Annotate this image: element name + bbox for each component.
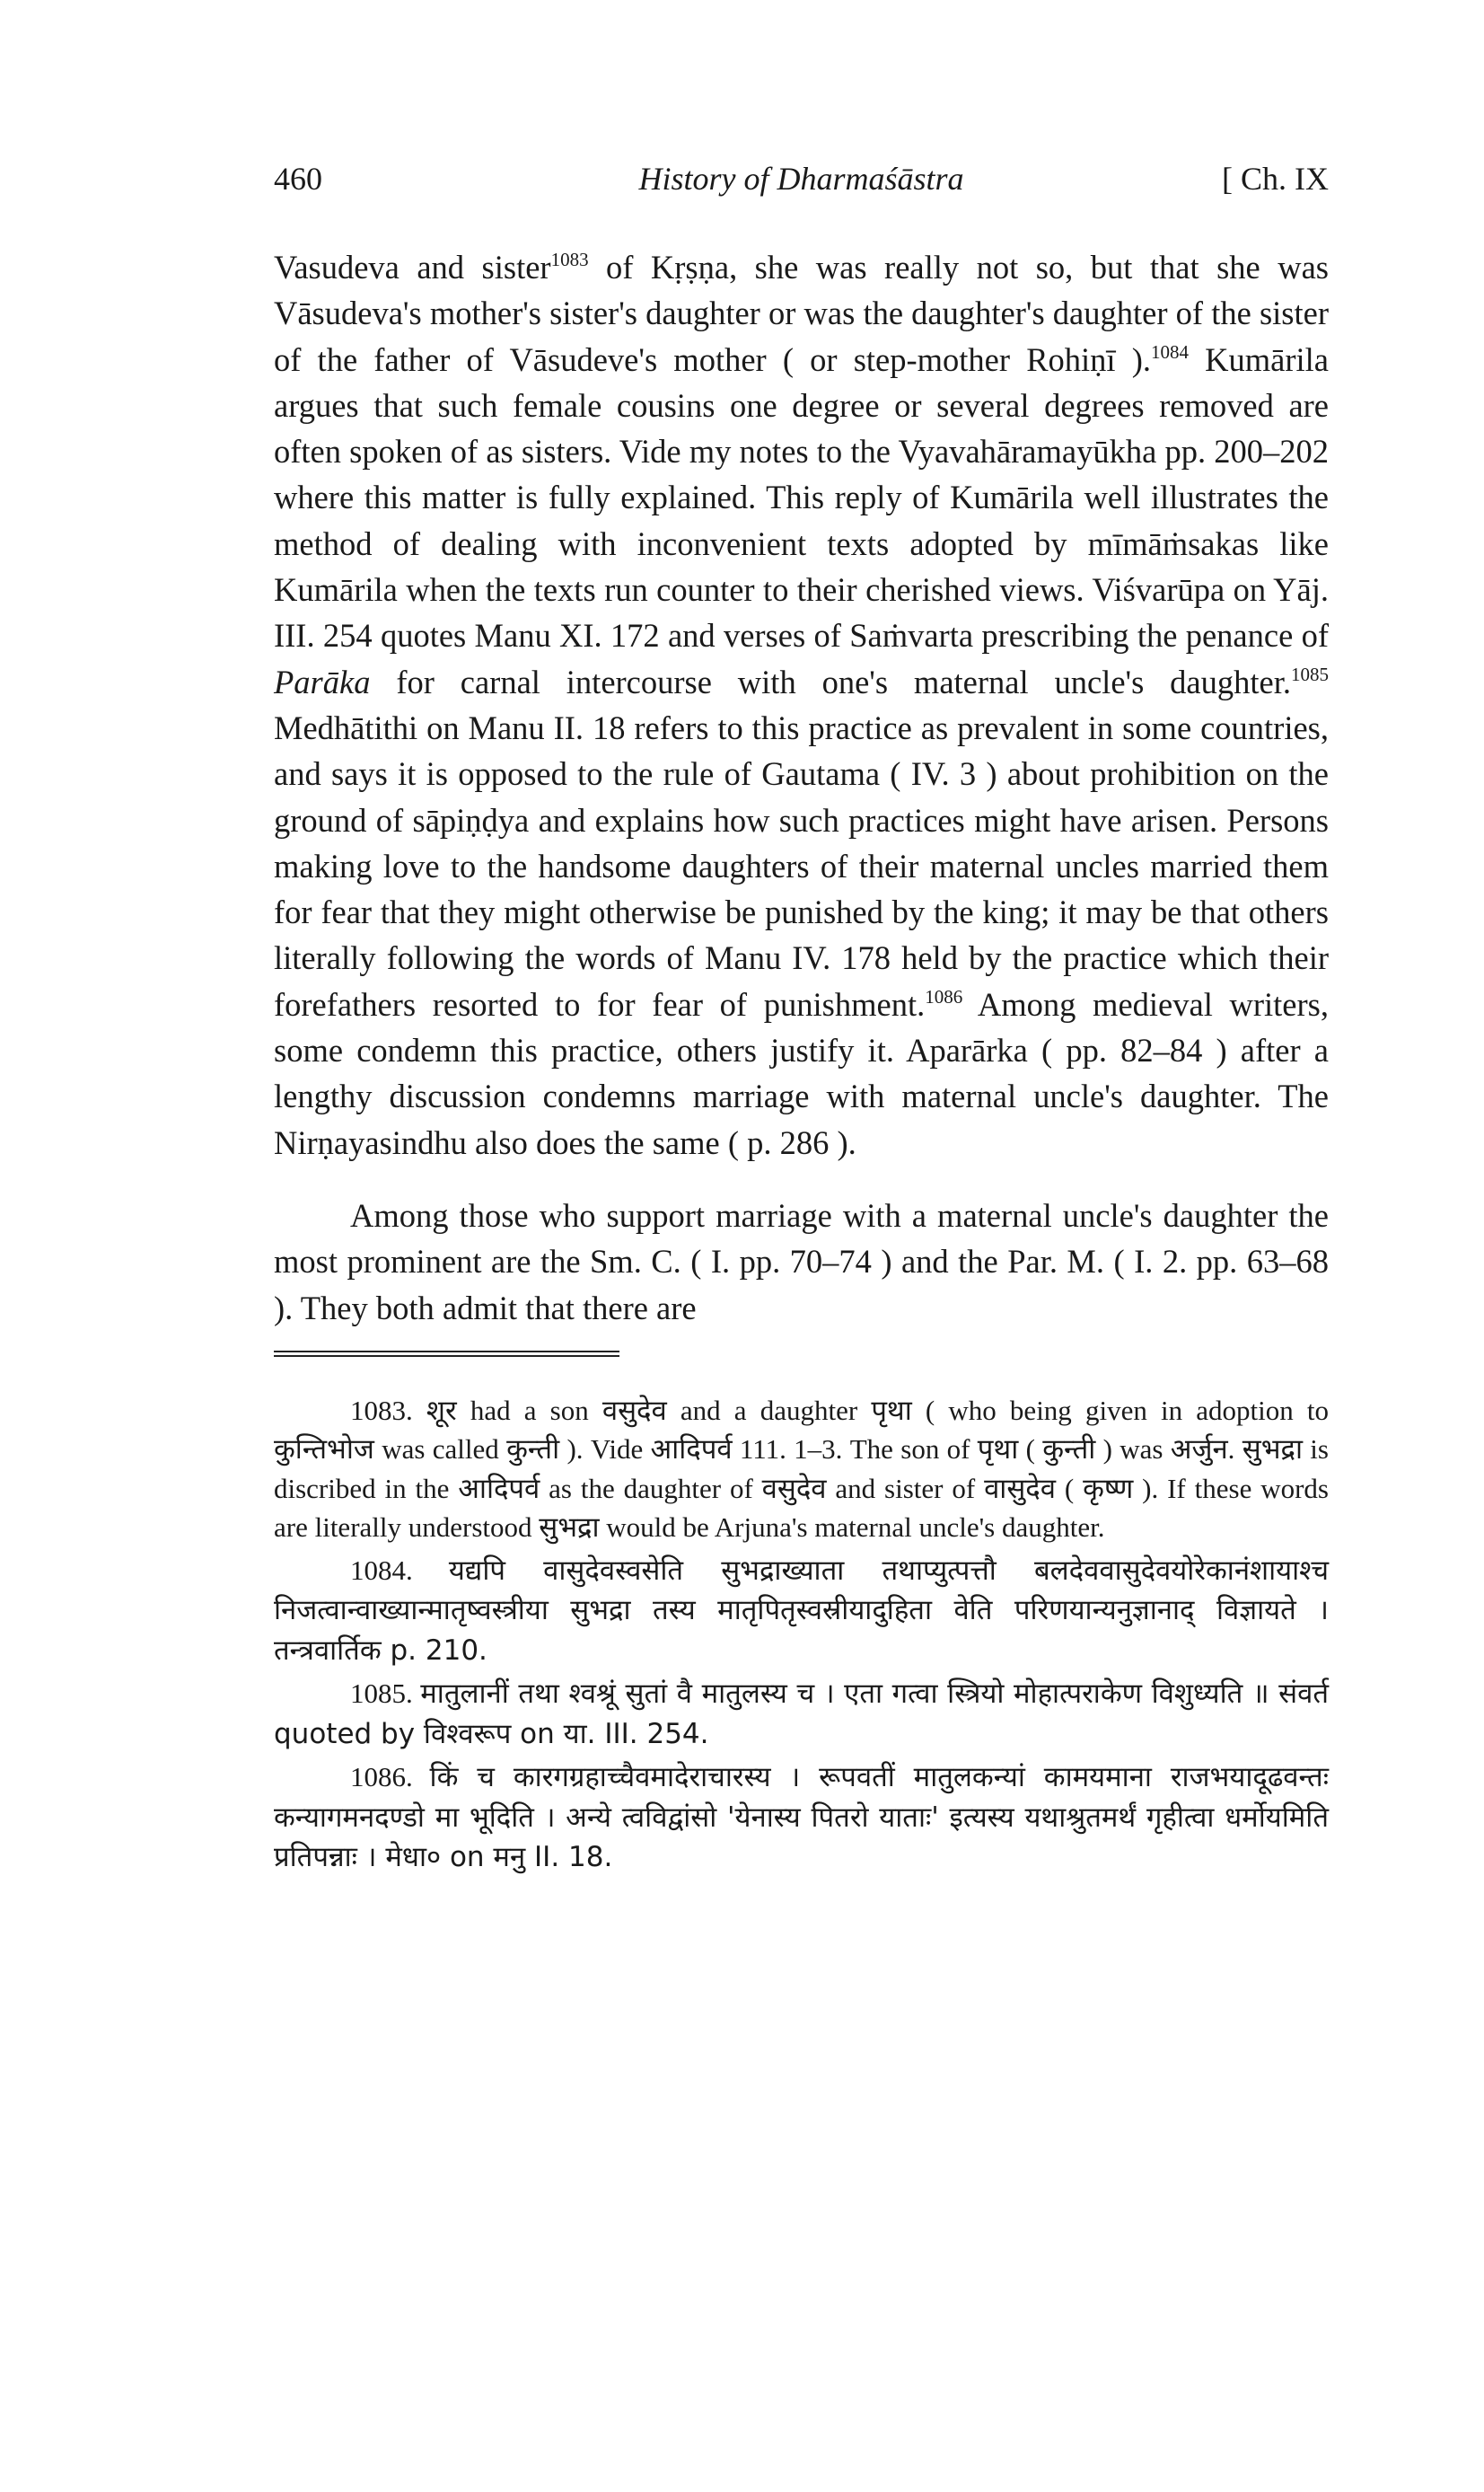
footnote-1085 [274, 1674, 1329, 1754]
running-header [274, 144, 1329, 198]
footnote-number: 1086. [350, 1761, 413, 1793]
paragraph-2: Among those who support marriage with a maternal uncle's daughter the most prominent are the Sm. C. ( I. pp. 70–74 ) and the Par. M. ( I. 2. pp. 63–68 ). They both admit that there are [274, 1196, 1329, 1326]
footnote-divider [274, 1351, 619, 1357]
footnote-1086 [274, 1757, 1329, 1878]
footnote-number: 1083. [350, 1394, 413, 1426]
footnote-text: मातुलानीं तथा श्वश्रूं सुतां वै मातुलस्य च । एता गत्वा स्त्रियो मोहात्पराकेण विशुध्यति ॥ संवर्त quoted by विश्वरूप on या. III. 254. [274, 1677, 1329, 1750]
footnote-ref-1084: 1084 [1151, 340, 1189, 363]
footnote-1083 [274, 1391, 1329, 1547]
text-run: of Kṛṣṇa, she was really not so, but that she was Vāsudeva's mother's sister's daughter or was the daughter's daughter of the sister of the father of Vāsudeve's mother ( or step-mother Rohiṇī ). [274, 249, 1329, 378]
footnote-ref-1085: 1085 [1291, 663, 1329, 685]
chapter-label: [ Ch. IX [1222, 161, 1329, 197]
footnote-number: 1084. [350, 1554, 413, 1586]
footnote-text: किं च कारगग्रहाच्चैवमादेराचारस्य । रूपवतीं मातुलकन्यां कामयमाना राजभयादूढवन्तः कन्यागमनदण्डो मा भूदिति । अन्ये त्वविद्वांसो 'येनास्य पितरो याताः' इत्यस्य यथाश्रुतमर्थं गृहीत्वा धर्मोयमिति प्रतिपन्नाः । मेधा० on मनु II. 18. [274, 1761, 1329, 1874]
footnotes [274, 1391, 1329, 1878]
footnote-1084 [274, 1551, 1329, 1671]
italic-term: Parāka [274, 663, 371, 700]
page-number: 460 [274, 161, 322, 197]
text-run: Kumārila argues that such female cousins one degree or several degrees removed are often spoken of as sisters. Vide my notes to the Vyavahāramayūkha pp. 200–202 where this matter is fully explained. This reply of Kumārila well illustrates the method of dealing with inconvenient texts adopted by mīmāṁsakas like Kumārila when the texts run counter to their cherished views. Viśvarūpa on Yāj. III. 254 quotes Manu XI. 172 and verses of Saṁvarta prescribing the penance of [274, 340, 1329, 655]
main-text [274, 244, 1329, 1331]
text-run: Medhātithi on Manu II. 18 refers to this practice as prevalent in some countries, and says it is opposed to the rule of Gautama ( IV. 3 ) about prohibition on the ground of sāpiṇḍya and explains how such practices might have arisen. Persons making love to the handsome daughters of their maternal uncles married them for fear that they might otherwise be punished by the king; it may be that others literally following the words of Manu IV. 178 held by the practice which their forefathers resorted to for fear of punishment. [274, 709, 1329, 1023]
footnote-text: यद्यपि वासुदेवस्वसेति सुभद्राख्याता तथाप्युत्पत्तौ बलदेववासुदेवयोरेकानंशायाश्च निजत्वान्वाख्यान्मातृष्वस्त्रीया सुभद्रा तस्य मातृपितृस्वस्रीयादुहिता वेति परिणयान्यनुज्ञानाद् विज्ञायते । तन्त्रवार्तिक p. 210. [274, 1554, 1329, 1667]
running-title: History of Dharmaśāstra [638, 161, 964, 197]
book-page [274, 144, 1329, 1881]
text-run: Vasudeva and sister [274, 249, 551, 286]
text-run: for carnal intercourse with one's maternal uncle's daughter. [370, 663, 1291, 700]
text-run: Among medieval writers, some condemn this practice, others justify it. Aparārka ( pp. 82–84 ) after a lengthy discussion condemns marriage with maternal uncle's daughter. The Nirṇayasindhu also does the same ( p. 286 ). [274, 985, 1329, 1161]
footnote-ref-1086: 1086 [925, 985, 963, 1008]
footnote-text: शूर had a son वसुदेव and a daughter पृथा ( who being given in adoption to कुन्तिभोज was called कुन्ती ). Vide आदिपर्व 111. 1–3. The son of पृथा ( कुन्ती ) was अर्जुन. सुभद्रा is discribed in the आदिपर्व as the daughter of वसुदेव and sister of वासुदेव ( कृष्ण ). If these words are literally understood सुभद्रा would be Arjuna's maternal uncle's daughter. [274, 1394, 1329, 1544]
paragraph-1 [274, 244, 1329, 1166]
footnote-ref-1083: 1083 [550, 249, 589, 270]
footnote-number: 1085. [350, 1677, 413, 1710]
